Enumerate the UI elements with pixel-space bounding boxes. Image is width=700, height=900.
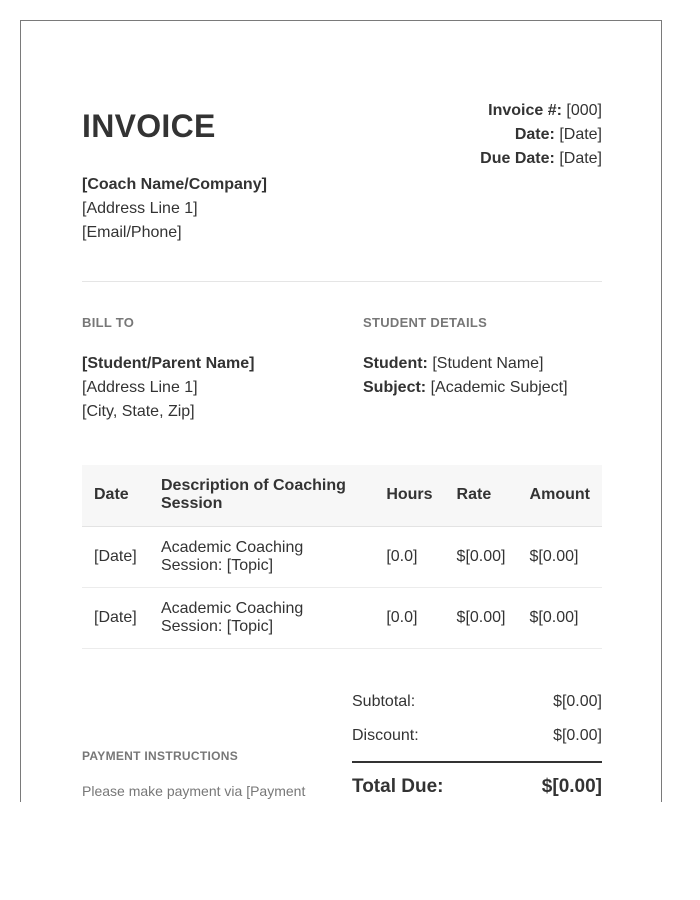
sender-contact: [Email/Phone] — [82, 224, 182, 241]
totals-block — [352, 685, 602, 802]
student-details-label: STUDENT DETAILS — [363, 315, 488, 330]
cell-description: Academic Coaching Session: [Topic] — [149, 587, 374, 648]
subject-value: [Academic Subject] — [430, 379, 568, 396]
table-row — [82, 526, 602, 587]
discount-label: Discount: — [352, 727, 419, 744]
invoice-title: INVOICE — [82, 108, 216, 144]
header-description: Description of Coaching Session — [149, 465, 374, 526]
header-rate: Rate — [445, 465, 518, 526]
sender-block — [82, 173, 267, 245]
due-date-label: Due Date: — [480, 150, 555, 167]
invoice-number-row — [480, 99, 602, 123]
bill-to-section — [82, 315, 342, 424]
sender-name: [Coach Name/Company] — [82, 176, 267, 193]
header-amount: Amount — [518, 465, 602, 526]
line-items-table — [82, 465, 602, 649]
bill-to-name: [Student/Parent Name] — [82, 355, 255, 372]
header-date: Date — [82, 465, 149, 526]
cell-rate: $[0.00] — [445, 526, 518, 587]
invoice-number-label: Invoice #: — [488, 102, 562, 119]
discount-value: $[0.00] — [553, 727, 602, 744]
cell-date: [Date] — [82, 526, 149, 587]
cell-date: [Date] — [82, 587, 149, 648]
due-date-value: [Date] — [559, 150, 602, 167]
invoice-date-row — [480, 123, 602, 147]
payment-instructions — [82, 749, 322, 800]
header-hours: Hours — [374, 465, 444, 526]
subject-label: Subject: — [363, 379, 427, 396]
cell-amount: $[0.00] — [518, 587, 602, 648]
subtotal-value: $[0.00] — [553, 693, 602, 710]
header-divider — [82, 281, 602, 282]
bill-to-label: BILL TO — [82, 315, 135, 330]
student-label: Student: — [363, 355, 428, 372]
sender-address: [Address Line 1] — [82, 200, 198, 217]
subtotal-label: Subtotal: — [352, 693, 416, 710]
subject-row — [363, 376, 603, 400]
discount-row — [352, 719, 602, 753]
bill-to-address: [Address Line 1] — [82, 379, 198, 396]
cell-rate: $[0.00] — [445, 587, 518, 648]
cell-hours: [0.0] — [374, 526, 444, 587]
due-date-row — [480, 147, 602, 171]
cell-hours: [0.0] — [374, 587, 444, 648]
cell-amount: $[0.00] — [518, 526, 602, 587]
total-due-row — [352, 763, 602, 802]
invoice-page — [20, 20, 662, 802]
subtotal-row — [352, 685, 602, 719]
cell-description: Academic Coaching Session: [Topic] — [149, 526, 374, 587]
invoice-meta — [480, 99, 602, 171]
table-header-row — [82, 465, 602, 526]
invoice-date-value: [Date] — [559, 126, 602, 143]
total-due-label: Total Due: — [352, 776, 444, 797]
student-details-section — [363, 315, 603, 400]
payment-label: PAYMENT INSTRUCTIONS — [82, 749, 239, 763]
bill-to-city: [City, State, Zip] — [82, 403, 195, 420]
invoice-date-label: Date: — [514, 126, 555, 143]
payment-text: Please make payment via [Payment — [82, 783, 306, 799]
total-due-value: $[0.00] — [541, 776, 602, 797]
table-row — [82, 587, 602, 648]
student-value: [Student Name] — [432, 355, 544, 372]
student-row — [363, 352, 603, 376]
invoice-number-value: [000] — [566, 102, 602, 119]
